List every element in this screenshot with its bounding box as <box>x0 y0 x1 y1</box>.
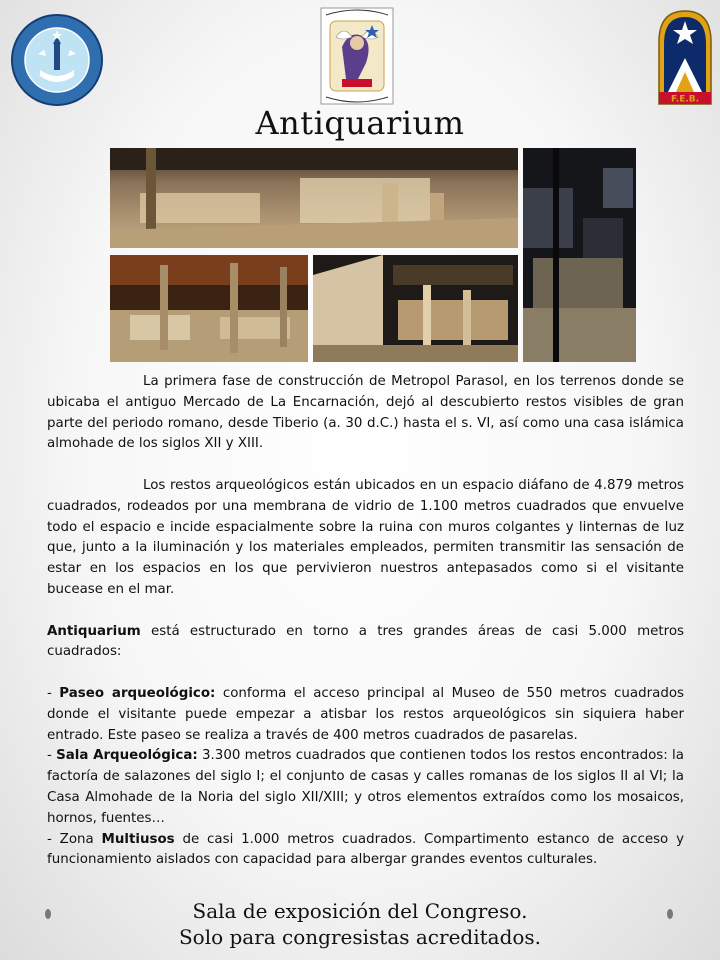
page-title: Antiquarium <box>255 104 465 142</box>
list-item-title: Paseo arqueológico: <box>59 685 216 701</box>
antiquarium-bold: Antiquarium <box>47 623 141 639</box>
footer-line-1: Sala de exposición del Congreso. <box>192 899 528 923</box>
list-prefix: - Zona <box>47 831 102 847</box>
photo-excavation-walls <box>110 255 308 362</box>
decorative-dot <box>45 909 51 919</box>
photo-collage <box>110 148 636 364</box>
photo-dark-gallery <box>523 148 636 362</box>
decorative-dot <box>667 909 673 919</box>
feb-logo-text: F.E.B. <box>670 94 700 105</box>
list-item-text: conforma el acceso principal al Museo de 550 metros cuadrados donde el visitante puede empezar a atisbar los restos arqueológicos sin siquiera haber entrado. Este paseo se realiza a través de 400 metros cuadrados de pasarelas. <box>47 685 684 743</box>
list-item <box>47 746 684 829</box>
photo-museum-interior <box>313 255 518 362</box>
list-item <box>47 830 684 872</box>
feb-logo <box>656 8 714 106</box>
structure-text: está estructurado en torno a tres grandes áreas de casi 5.000 metros cuadrados: <box>47 623 684 660</box>
belenistas-logo <box>320 7 394 105</box>
congress-logo <box>10 10 104 110</box>
list-prefix: - <box>47 748 57 764</box>
paragraph-structure <box>47 622 684 664</box>
list-item-title: Multiusos <box>101 831 175 847</box>
footer <box>0 898 720 950</box>
photo-ruins-overview <box>110 148 518 248</box>
article-body <box>47 372 684 871</box>
list-item-title: Sala Arqueológica: <box>56 748 198 764</box>
paragraph-intro: La primera fase de construcción de Metropol Parasol, en los terrenos donde se ubicaba el antiguo Mercado de La Encarnación, dejó al descubierto restos visibles de gran parte del periodo romano, desde Tiberio (a. 30 d.C.) hasta el s. VI, así como una casa islámica almohade de los siglos XII y XIII. <box>47 374 684 452</box>
footer-line-2: Solo para congresistas acreditados. <box>178 925 542 949</box>
list-item <box>47 684 684 746</box>
list-item-text: 3.300 metros cuadrados que contienen todos los restos encontrados: la factoría de salazones del siglo I; el conjunto de casas y calles romanas de los siglos II al VI; la Casa Almohade de la Noria del siglo XII/XIII; y otros elementos extraídos como los mosaicos, hornos, fuentes… <box>47 748 684 826</box>
list-item-text: de casi 1.000 metros cuadrados. Compartimento estanco de acceso y funcionamiento aislados con capacidad para albergar grandes eventos culturales. <box>47 831 684 868</box>
list-prefix: - <box>47 685 60 701</box>
paragraph-remains: Los restos arqueológicos están ubicados en un espacio diáfano de 4.879 metros cuadrados, rodeados por una membrana de vidrio de 1.100 metros cuadrados que envuelve todo el espacio e incide espacialmente sobre la ruina con muros colgantes y linternas de luz que, junto a la iluminación y los materiales empleados, permiten transmitir las sensación de estar en los espacios en los que pervivieron nuestros antepasados como si el visitante bucease en el mar. <box>47 477 684 597</box>
